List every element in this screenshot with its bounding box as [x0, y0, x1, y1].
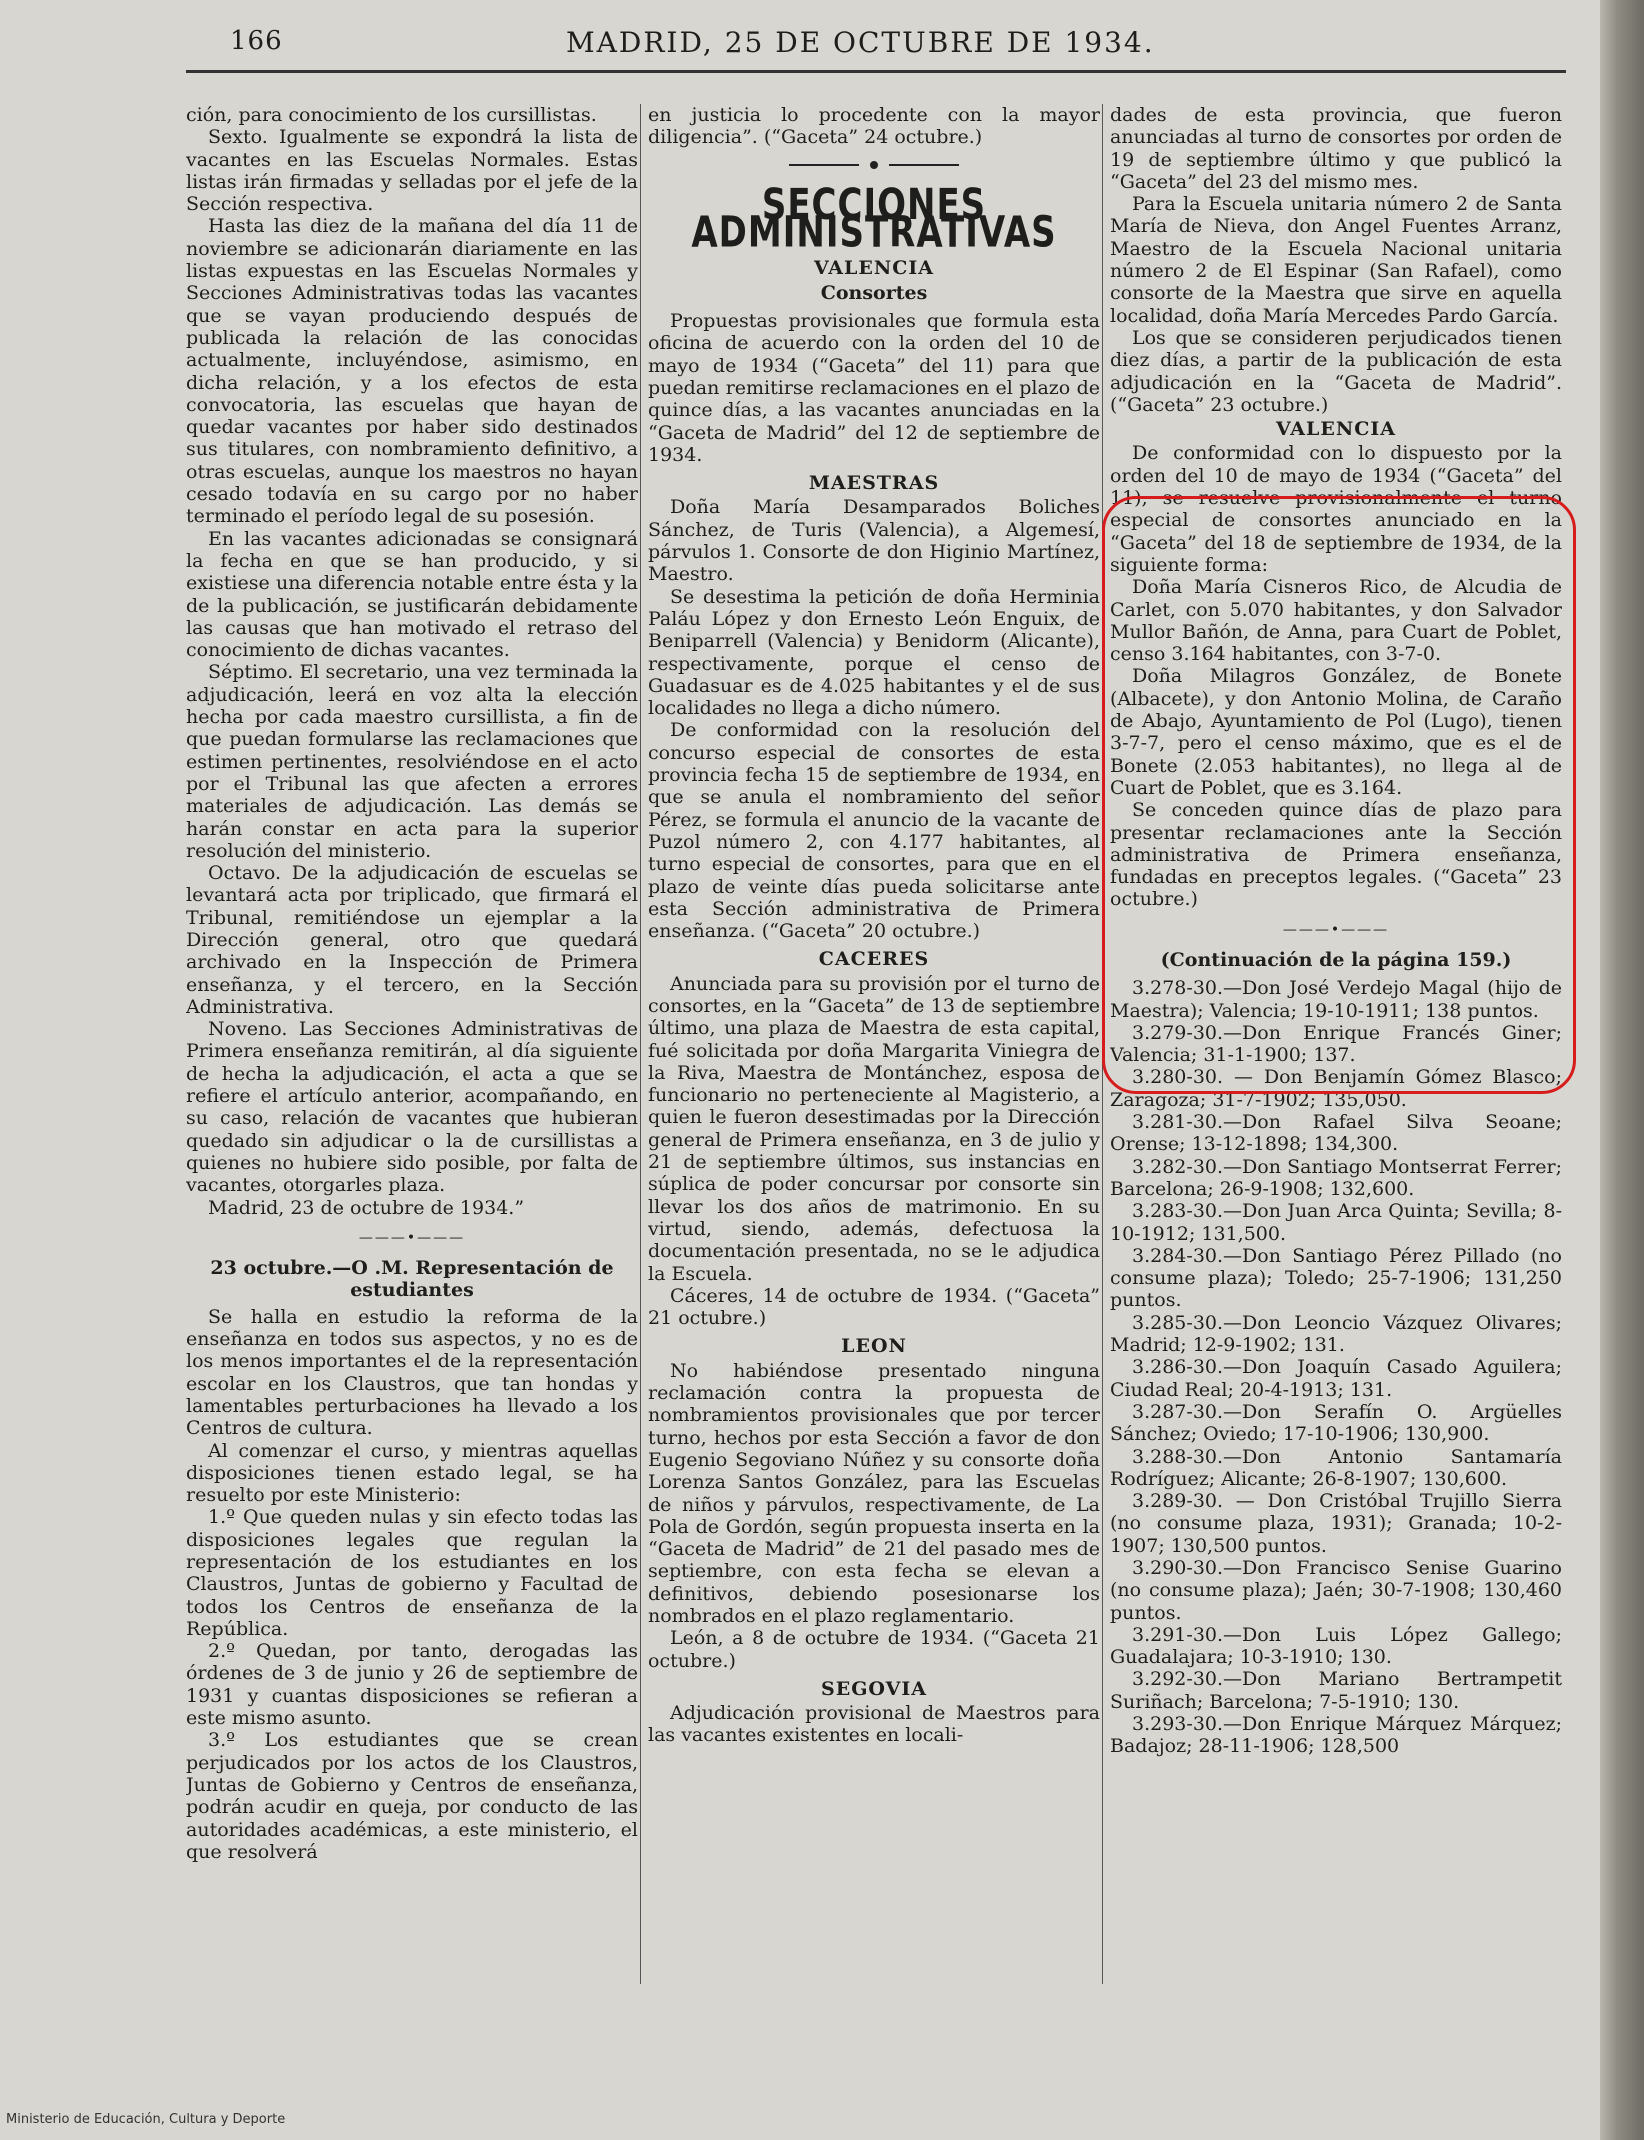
list-item: 3.288-30.—Don Antonio Santamaría Rodríguez; Alicante; 26-8-1907; 130,600. — [1110, 1445, 1562, 1490]
paragraph: 1.º Que queden nulas y sin efecto todas las disposiciones legales que regulan la representación de los estudiantes en los Claustros, Juntas de gobierno y Facultad de todos los Centros de enseñanza de la República. — [186, 1506, 638, 1640]
section-heading: SECCIONES ADMINISTRATIVAS — [691, 180, 1057, 258]
paragraph: No habiéndose presentado ninguna reclamación contra la propuesta de nombramientos provisionales que por tercer turno, hechos por esta Sección a favor de don Eugenio Segoviano Núñez y su consorte doña Lorenza Santos González, para las Escuelas de niños y párvulos, respectivamente, de La Pola de Gordón, según propuesta inserta en la “Gaceta de Madrid” de 21 del pasado mes de septiembre, con esta fecha se elevan a definitivos, debiendo posesionarse los nombrados en el plazo reglamentario. — [648, 1359, 1100, 1627]
paragraph: Sexto. Igualmente se expondrá la lista de vacantes en las Escuelas Normales. Estas listas irán firmadas y selladas por el jefe de la Sección respectiva. — [186, 126, 638, 216]
ornament-rule-icon — [789, 158, 959, 172]
paragraph: Para la Escuela unitaria número 2 de Santa María de Nieva, don Angel Fuentes Arranz, Maestro de la Escuela Nacional unitaria número 2 de El Espinar (San Rafael), como consorte de la Maestra que sirve en aquella localidad, doña María Mercedes Pardo García. — [1110, 193, 1562, 327]
paragraph: 2.º Quedan, por tanto, derogadas las órdenes de 3 de junio y 26 de septiembre de 1931 y cuantas disposiciones se refieran a este mismo asunto. — [186, 1640, 638, 1730]
list-item: 3.283-30.—Don Juan Arca Quinta; Sevilla; 8-10-1912; 131,500. — [1110, 1200, 1562, 1245]
masthead-date: MADRID, 25 DE OCTUBRE DE 1934. — [566, 26, 1155, 59]
paragraph: Noveno. Las Secciones Administrativas de Primera enseñanza remitirán, al día siguiente de hecha la adjudicación, el acta a que se refiere el artículo anterior, acompañando, en su caso, relación de vacantes que hubieran quedado sin adjudicar o la de cursillistas a quienes no hubiere sido posible, por falta de vacantes, otorgarles plaza. — [186, 1018, 638, 1197]
order-title: 23 octubre.—O .M. Representación de estudiantes — [210, 1257, 614, 1302]
paragraph: Al comenzar el curso, y mientras aquellas disposiciones tienen estado legal, se ha resuelto por este Ministerio: — [186, 1439, 638, 1507]
paragraph: Anunciada para su provisión por el turno de consortes, en la “Gaceta” de 13 de septiembre último, una plaza de Maestra de esta capital, fué solicitada por doña Margarita Viniegra de la Riva, Maestra de Montánchez, esposa de funcionario no perteneciente al Magisterio, a quien le fueron desestimadas por la Dirección general de Primera enseñanza, en 3 de julio y 21 de septiembre últimos, sus instancias en súplica de poder concursar por consorte sin llevar los dos años de matrimonio. En su virtud, siendo, además, defectuosa la documentación presentada, no se le adjudica la Escuela. — [648, 972, 1100, 1285]
list-item: 3.279-30.—Don Enrique Francés Giner; Valencia; 31-1-1900; 137. — [1110, 1021, 1562, 1067]
paragraph: León, a 8 de octubre de 1934. (“Gaceta 21 octubre.) — [648, 1627, 1100, 1672]
ornament-divider: ———•——— — [1282, 921, 1390, 938]
subheading: Consortes — [820, 281, 928, 304]
list-item: 3.293-30.—Don Enrique Márquez Márquez; Badajoz; 28-11-1906; 128,500 — [1110, 1713, 1562, 1758]
paragraph: Se conceden quince días de plazo para presentar reclamaciones ante la Sección administrativa de Primera enseñanza, fundadas en preceptos legales. (“Gaceta” 23 octubre.) — [1110, 799, 1562, 911]
list-item: 3.285-30.—Don Leoncio Vázquez Olivares; Madrid; 12-9-1902; 131. — [1110, 1311, 1562, 1357]
list-item: 3.278-30.—Don José Verdejo Magal (hijo de Maestra); Valencia; 19-10-1911; 138 puntos. — [1110, 977, 1562, 1022]
continuation-heading: (Continuación de la página 159.) — [1160, 948, 1512, 971]
list-item: 3.282-30.—Don Santiago Montserrat Ferrer; Barcelona; 26-9-1908; 132,600. — [1110, 1155, 1562, 1200]
paragraph: En las vacantes adicionadas se consignará la fecha en que se han producido, y si existiese una diferencia notable entre ésta y la de la publicación, se justificarán debidamente las causas que han motivado el retraso del conocimiento de dichas vacantes. — [186, 527, 638, 662]
province-heading: VALENCIA — [814, 257, 934, 280]
list-item: 3.292-30.—Don Mariano Bertrampetit Suriñach; Barcelona; 7-5-1910; 130. — [1110, 1668, 1562, 1713]
list-item: 3.284-30.—Don Santiago Pérez Pillado (no consume plaza); Toledo; 25-7-1906; 131,250 puntos. — [1110, 1244, 1562, 1312]
province-heading: SEGOVIA — [820, 1677, 928, 1700]
paragraph: en justicia lo procedente con la mayor diligencia”. (“Gaceta” 24 octubre.) — [648, 104, 1100, 149]
paragraph: Doña Milagros González, de Bonete (Albacete), y don Antonio Molina, de Caraño de Abajo, Ayuntamiento de Pol (Lugo), tienen 3-7-7, pero el censo máximo, que es el de Bonete (2.053 habitantes), no llega al de Cuart de Poblet, que es 3.164. — [1110, 665, 1562, 799]
signature-date: Madrid, 23 de octubre de 1934.” — [208, 1196, 525, 1219]
subheading: MAESTRAS — [808, 472, 940, 495]
paragraph: dades de esta provincia, que fueron anunciadas al turno de consortes por orden de 19 de septiembre último y que publicó la “Gaceta” del 23 del mismo mes. — [1110, 104, 1562, 193]
column-middle — [648, 104, 1100, 2094]
province-heading: CACERES — [818, 948, 930, 971]
province-heading: LEON — [841, 1335, 907, 1358]
footer-credit: Ministerio de Educación, Cultura y Deporte — [6, 2112, 286, 2127]
paragraph: Adjudicación provisional de Maestros para las vacantes existentes en locali- — [648, 1702, 1100, 1747]
column-divider — [640, 104, 641, 1984]
list-item: 3.281-30.—Don Rafael Silva Seoane; Orense; 13-12-1898; 134,300. — [1110, 1111, 1562, 1156]
paragraph: Doña María Cisneros Rico, de Alcudia de Carlet, con 5.070 habitantes, y don Salvador Mullor Bañón, de Anna, para Cuart de Poblet, censo 3.164 habitantes, con 3-7-0. — [1110, 576, 1562, 666]
list-item: 3.290-30.—Don Francisco Senise Guarino (no consume plaza); Jaén; 30-7-1908; 130,460 puntos. — [1110, 1557, 1562, 1624]
column-right — [1110, 104, 1562, 2004]
paragraph: De conformidad con lo dispuesto por la orden del 10 de mayo de 1934 (“Gaceta” del 11), se resuelve provisionalmente el turno especial de consortes anunciado en la “Gaceta” del 18 de septiembre de 1934, de la siguiente forma: — [1110, 442, 1562, 576]
province-heading: VALENCIA — [1276, 418, 1396, 441]
paragraph: Octavo. De la adjudicación de escuelas se levantará acta por triplicado, que firmará el Tribunal, remitiéndose un ejemplar a la Dirección general, otro que quedará archivado en la Inspección de Primera enseñanza, y el tercero, en la Sección Administrativa. — [186, 862, 638, 1018]
header-rule — [186, 70, 1566, 73]
paragraph: Doña María Desamparados Boliches Sánchez, de Turis (Valencia), a Algemesí, párvulos 1. Consorte de don Higinio Martínez, Maestro. — [648, 496, 1100, 586]
list-item: 3.291-30.—Don Luis López Gallego; Guadalajara; 10-3-1910; 130. — [1110, 1623, 1562, 1669]
list-item: 3.289-30. — Don Cristóbal Trujillo Sierra (no consume plaza, 1931); Granada; 10-2-1907; 130,500 puntos. — [1110, 1490, 1562, 1557]
paragraph: Cáceres, 14 de octubre de 1934. (“Gaceta” 21 octubre.) — [648, 1284, 1100, 1330]
paragraph: Hasta las diez de la mañana del día 11 de noviembre se adicionarán diariamente en las listas expuestas en las Escuelas Normales y Secciones Administrativas todas las vacantes que se vayan produciendo después de publicada la relación de las conocidas actualmente, incluyéndose, asimismo, en dicha relación, y a los efectos de esta convocatoria, las escuelas que hayan de quedar vacantes por haber sido destinados sus titulares, con nombramiento definitivo, a otras escuelas, aunque los maestros no hayan cesado todavía en su cargo por no haber terminado el período legal de su posesión. — [186, 215, 638, 528]
list-item: 3.286-30.—Don Joaquín Casado Aguilera; Ciudad Real; 20-4-1913; 131. — [1110, 1356, 1562, 1401]
paragraph: ción, para conocimiento de los cursillistas. — [186, 104, 597, 126]
page-number: 166 — [230, 26, 283, 56]
column-divider — [1102, 104, 1103, 1984]
paragraph: Los que se consideren perjudicados tienen diez días, a partir de la publicación de esta adjudicación en la “Gaceta de Madrid”. (“Gaceta” 23 octubre.) — [1110, 326, 1562, 416]
ornament-divider: ———•——— — [358, 1229, 466, 1246]
paragraph: De conformidad con la resolución del concurso especial de consortes de esta provincia fecha 15 de septiembre de 1934, en que se anula el nombramiento del señor Pérez, se formula el anuncio de la vacante de Puzol número 2, con 4.177 habitantes, al turno especial de consortes, para que en el plazo de veinte días pueda solicitarse ante esta Sección administrativa de Primera enseñanza. (“Gaceta” 20 octubre.) — [648, 719, 1100, 943]
list-item: 3.280-30. — Don Benjamín Gómez Blasco; Zaragoza; 31-7-1902; 135,050. — [1110, 1066, 1562, 1111]
page-header — [186, 26, 1566, 62]
ornament-divider — [648, 157, 1100, 179]
column-left — [186, 104, 638, 2084]
list-item: 3.287-30.—Don Serafín O. Argüelles Sánchez; Oviedo; 17-10-1906; 130,900. — [1110, 1400, 1562, 1446]
paragraph: 3.º Los estudiantes que se crean perjudicados por los actos de los Claustros, Juntas de Gobierno y Centros de enseñanza, podrán acudir en queja, por conducto de las autoridades académicas, a este ministerio, el que resolverá — [186, 1729, 638, 1863]
paragraph: Propuestas provisionales que formula esta oficina de acuerdo con la orden del 10 de mayo de 1934 (“Gaceta” del 11) para que puedan remitirse reclamaciones en el plazo de quince días, a las vacantes anunciadas en la “Gaceta de Madrid” del 12 de septiembre de 1934. — [648, 310, 1100, 466]
paragraph: Se desestima la petición de doña Herminia Paláu López y don Ernesto León Enguix, de Beniparrell (Valencia) y Benidorm (Alicante), respectivamente, porque el censo de Guadasuar es de 4.025 habitantes y el de sus localidades no llega a dicho número. — [648, 585, 1100, 720]
paragraph: Se halla en estudio la reforma de la enseñanza en todos sus aspectos, y no es de los menos importantes el de la representación escolar en los Claustros, que tan hondas y lamentables perturbaciones ha llevado a los Centros de cultura. — [186, 1305, 638, 1440]
paragraph: Séptimo. El secretario, una vez terminada la adjudicación, leerá en voz alta la elección hecha por cada maestro cursillista, a fin de que puedan formularse las reclamaciones que estimen pertinentes, resolviéndose en el acto por el Tribunal las que afecten a errores materiales de adjudicación. Las demás se harán constar en acta para la superior resolución del ministerio. — [186, 661, 638, 862]
candidate-list — [1110, 977, 1562, 1757]
page-edge-shadow — [1600, 0, 1644, 2140]
